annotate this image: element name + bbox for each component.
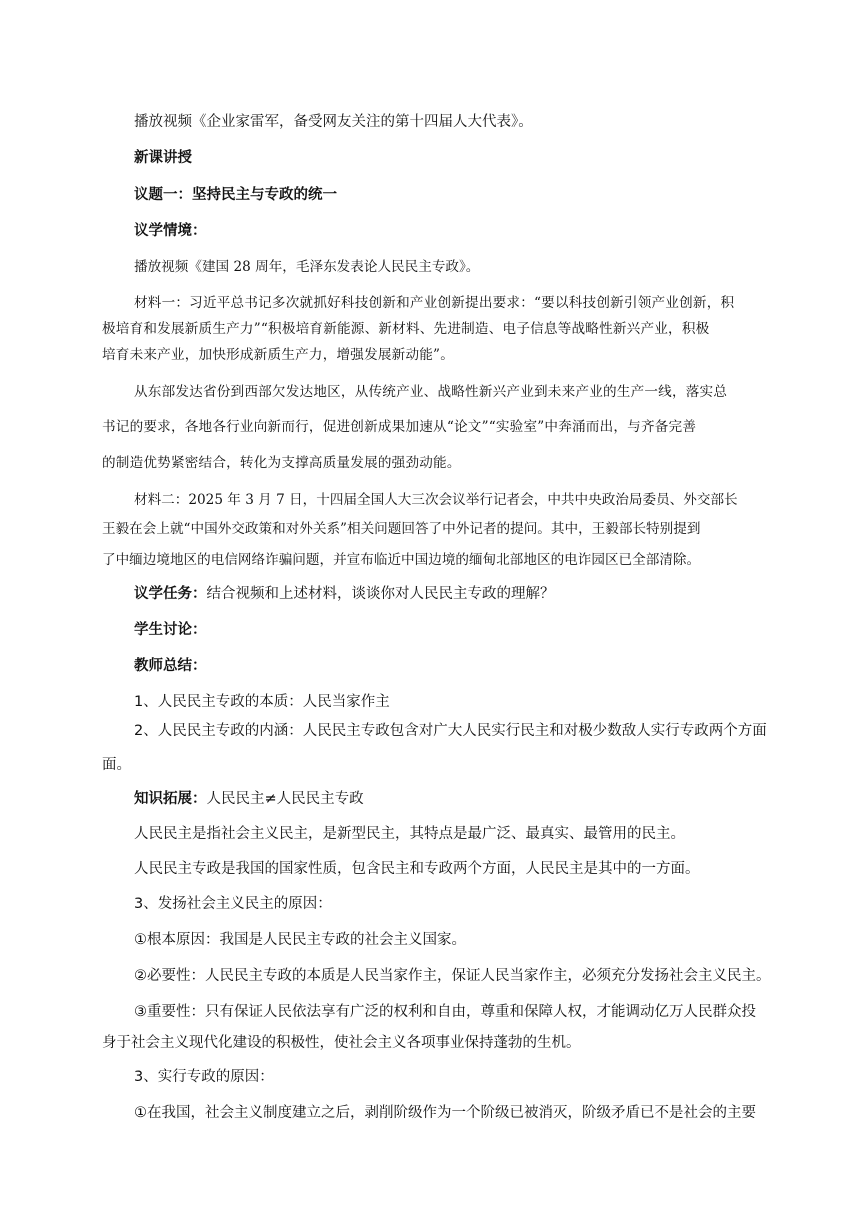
material1-line: 材料一：习近平总书记多次就抓好科技创新和产业创新提出要求：“要以科技创新引领产业创新，积 [134, 295, 735, 311]
material2-line: 王毅在会上就“中国外交政策和对外关系”相关问题回答了中外记者的提问。其中，王毅部长特别提到 [102, 521, 701, 537]
task-text: 结合视频和上述材料，谈谈你对人民民主专政的理解？ [206, 586, 555, 602]
summary-item-2-line: 面。 [102, 757, 131, 773]
context-label: 议学情境： [134, 223, 207, 239]
task-label: 议学任务： [134, 586, 207, 602]
context-video-paragraph: 播放视频《建国 28 周年，毛泽东发表论人民民主专政》。 [134, 259, 480, 275]
intro-video-paragraph: 播放视频《企业家雷军，备受网友关注的第十四届人大代表》。 [134, 114, 533, 130]
expansion-label: 知识拓展： [134, 791, 207, 807]
material2-line: 材料二：2025 年 3 月 7 日，十四届全国人大三次会议举行记者会，中共中央政治局委员、外交部长 [134, 492, 738, 508]
reason-3-line: ③重要性：只有保证人民依法享有广泛的权利和自由，尊重和保障人权，才能调动亿万人民群众投 [134, 1004, 756, 1020]
summary-item-3: 3、发扬社会主义民主的原因： [134, 896, 332, 912]
material1b-line: 书记的要求，各地各行业向新而行，促进创新成果加速从“论文”“实验室”中奔涌而出，与齐备完善 [102, 419, 697, 435]
material1b-line: 从东部发达省份到西部欠发达地区，从传统产业、战略性新兴产业到未来产业的生产一线，落实总 [134, 384, 728, 400]
knowledge-expansion-paragraph [134, 790, 794, 808]
summary-item-2-line: 2、人民民主专政的内涵：人民民主专政包含对广大人民实行民主和对极少数敌人实行专政两个方面 [134, 723, 767, 739]
teacher-summary-label: 教师总结： [134, 658, 207, 674]
dictatorship-reason-1: ①在我国，社会主义制度建立之后，剥削阶级作为一个阶级已被消灭，阶级矛盾已不是社会的主要 [134, 1105, 756, 1121]
expansion-text: 人民民主≠人民民主专政 [206, 791, 364, 807]
student-discussion-label: 学生讨论： [134, 622, 207, 638]
material1-line: 极培育和发展新质生产力”“积极培育新能源、新材料、先进制造、电子信息等战略性新兴产业，积极 [102, 321, 710, 337]
topic-one-heading: 议题一：坚持民主与专政的统一 [134, 187, 337, 203]
task-paragraph [134, 585, 794, 603]
material2-line: 了中缅边境地区的电信网络诈骗问题，并宣布临近中国边境的缅甸北部地区的电诈园区已全部清除。 [102, 552, 701, 568]
summary-item-1: 1、人民民主专政的本质：人民当家作主 [134, 694, 390, 710]
expansion-paragraph-1: 人民民主是指社会主义民主，是新型民主，其特点是最广泛、最真实、最管用的民主。 [134, 826, 685, 842]
material1-line: 培育未来产业，加快形成新质生产力，增强发展新动能”。 [102, 347, 454, 363]
material1b-line: 的制造优势紧密结合，转化为支撑高质量发展的强劲动能。 [102, 455, 461, 471]
expansion-paragraph-2: 人民民主专政是我国的国家性质，包含民主和专政两个方面，人民民主是其中的一方面。 [134, 861, 700, 877]
summary-item-3b: 3、实行专政的原因： [134, 1069, 274, 1085]
new-lesson-heading: 新课讲授 [134, 150, 192, 166]
reason-2: ②必要性：人民民主专政的本质是人民当家作主，保证人民当家作主，必须充分发扬社会主义民主。 [134, 968, 771, 984]
reason-3-line: 身于社会主义现代化建设的积极性，使社会主义各项事业保持蓬勃的生机。 [102, 1035, 581, 1051]
reason-1: ①根本原因：我国是人民民主专政的社会主义国家。 [134, 932, 466, 948]
